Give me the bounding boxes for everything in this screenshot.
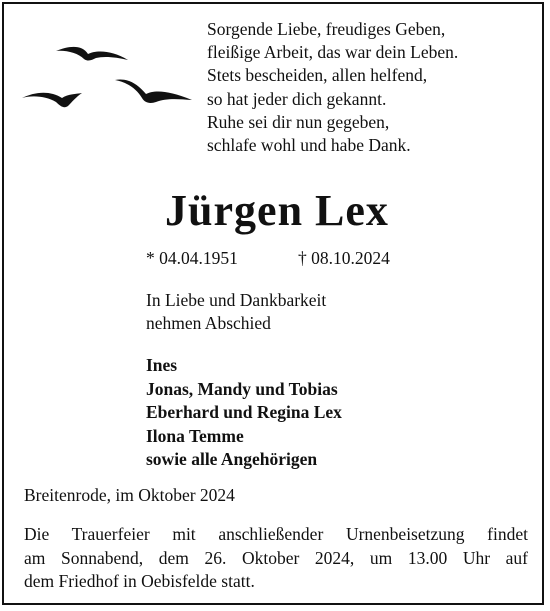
birth-date: * 04.04.1951 (146, 248, 238, 268)
notice-line: am Sonnabend, dem 26. Oktober 2024, um 13.00 Uhr auf (24, 547, 528, 568)
mourner-name: Eberhard und Regina Lex (146, 402, 342, 423)
memorial-poem (207, 18, 458, 157)
mourner-name: Ilona Temme (146, 425, 244, 446)
notice-line: dem Friedhof in Oebisfelde statt. (24, 571, 255, 592)
mourner-name: sowie alle Angehörigen (146, 449, 318, 470)
mourner-name: Ines (146, 355, 178, 375)
bird-right (115, 80, 192, 103)
poem-line: Sorgende Liebe, freudiges Geben, (207, 19, 446, 39)
notice-line: Die Trauerfeier mit anschließender Urnenbeisetzung findet (24, 524, 528, 544)
flying-birds-icon (18, 40, 198, 120)
farewell-intro (146, 289, 326, 335)
place-and-date: Breitenrode, im Oktober 2024 (24, 485, 235, 505)
mourners-list (146, 354, 342, 472)
bird-left (22, 93, 82, 107)
poem-line: schlafe wohl und habe Dank. (207, 135, 411, 156)
intro-line: nehmen Abschied (146, 313, 271, 333)
deceased-name: Jürgen Lex (165, 186, 389, 235)
poem-line: fleißige Arbeit, das war dein Leben. (207, 42, 459, 63)
poem-line: Ruhe sei dir nun gegeben, (207, 111, 390, 132)
poem-line: so hat jeder dich gekannt. (207, 88, 387, 109)
bird-top (56, 47, 128, 61)
mourner-name: Jonas, Mandy und Tobias (146, 378, 338, 399)
death-date: † 08.10.2024 (298, 248, 390, 268)
poem-line: Stets bescheiden, allen helfend, (207, 65, 428, 86)
funeral-notice (24, 523, 528, 594)
intro-line: In Liebe und Dankbarkeit (146, 290, 327, 310)
